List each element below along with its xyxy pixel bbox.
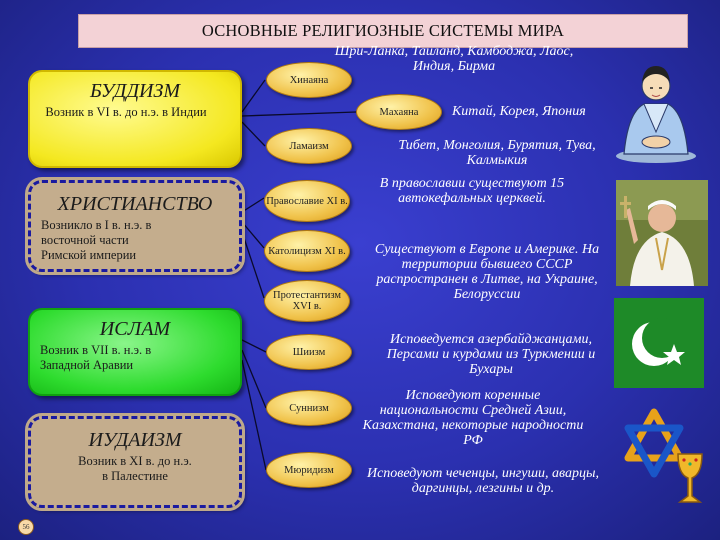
branch-oval-orthodoxy: Православие XI в. bbox=[264, 180, 350, 222]
branch-oval-catholicism: Католицизм XI в. bbox=[264, 230, 350, 272]
religion-name: ИУДАИЗМ bbox=[88, 429, 182, 451]
branch-oval-shiism: Шиизм bbox=[266, 334, 352, 370]
star-of-david-image bbox=[614, 404, 710, 508]
religion-box-islam bbox=[28, 308, 242, 396]
religion-name: БУДДИЗМ bbox=[89, 80, 181, 102]
religion-box-judaism bbox=[28, 416, 242, 508]
page-title: ОСНОВНЫЕ РЕЛИГИОЗНЫЕ СИСТЕМЫ МИРА bbox=[78, 14, 688, 48]
branch-oval-mahayana: Махаяна bbox=[356, 94, 442, 130]
religion-origin: Возник в VII в. н.э. в Западной Аравии bbox=[40, 343, 152, 372]
buddhist-monk-image bbox=[614, 52, 698, 164]
branch-oval-sunnism: Суннизм bbox=[266, 390, 352, 426]
note-lamaism: Тибет, Монголия, Бурятия, Тува, Калмыкия bbox=[398, 138, 596, 168]
religion-name: ИСЛАМ bbox=[99, 318, 171, 340]
religion-box-buddhism bbox=[28, 70, 242, 168]
pope-image bbox=[616, 180, 708, 286]
note-catholicism: Существуют в Европе и Америке. На территории бывшего СССР распространен в Литве, на Украине, Белоруссии bbox=[374, 242, 600, 302]
branch-oval-protestantism: Протестантизм XVI в. bbox=[264, 280, 350, 322]
branch-oval-muridism: Мюридизм bbox=[266, 452, 352, 488]
note-mahayana: Китай, Корея, Япония bbox=[452, 104, 586, 119]
branch-oval-hinayana: Хинаяна bbox=[266, 62, 352, 98]
religion-origin: Возник в VI в. до н.э. в Индии bbox=[45, 105, 207, 119]
note-hinayana: Шри-Ланка, Таиланд, Камбоджа, Лаос, Индия, Бирма bbox=[334, 44, 574, 74]
religion-box-christianity bbox=[28, 180, 242, 272]
branch-oval-lamaism: Ламаизм bbox=[266, 128, 352, 164]
religion-name: ХРИСТИАНСТВО bbox=[57, 193, 213, 215]
note-shiism: Исповедуется азербайджанцами, Персами и курдами из Туркмении и Бухары bbox=[386, 332, 596, 377]
islam-flag-image bbox=[614, 298, 704, 388]
page-number: 56 bbox=[18, 519, 34, 535]
note-sunnism: Исповедуют коренные национальности Средней Азии, Казахстана, некоторые народности РФ bbox=[362, 388, 584, 448]
note-muridism: Исповедуют чеченцы, ингуши, аварцы, даргинцы, лезгины и др. bbox=[366, 466, 600, 496]
note-orthodoxy: В православии существуют 15 автокефальных церквей. bbox=[379, 176, 565, 206]
religion-origin: Возник в XI в. до н.э. в Палестине bbox=[78, 454, 192, 483]
religion-origin: Возникло в I в. н.э. в восточной части Римской империи bbox=[41, 218, 152, 262]
